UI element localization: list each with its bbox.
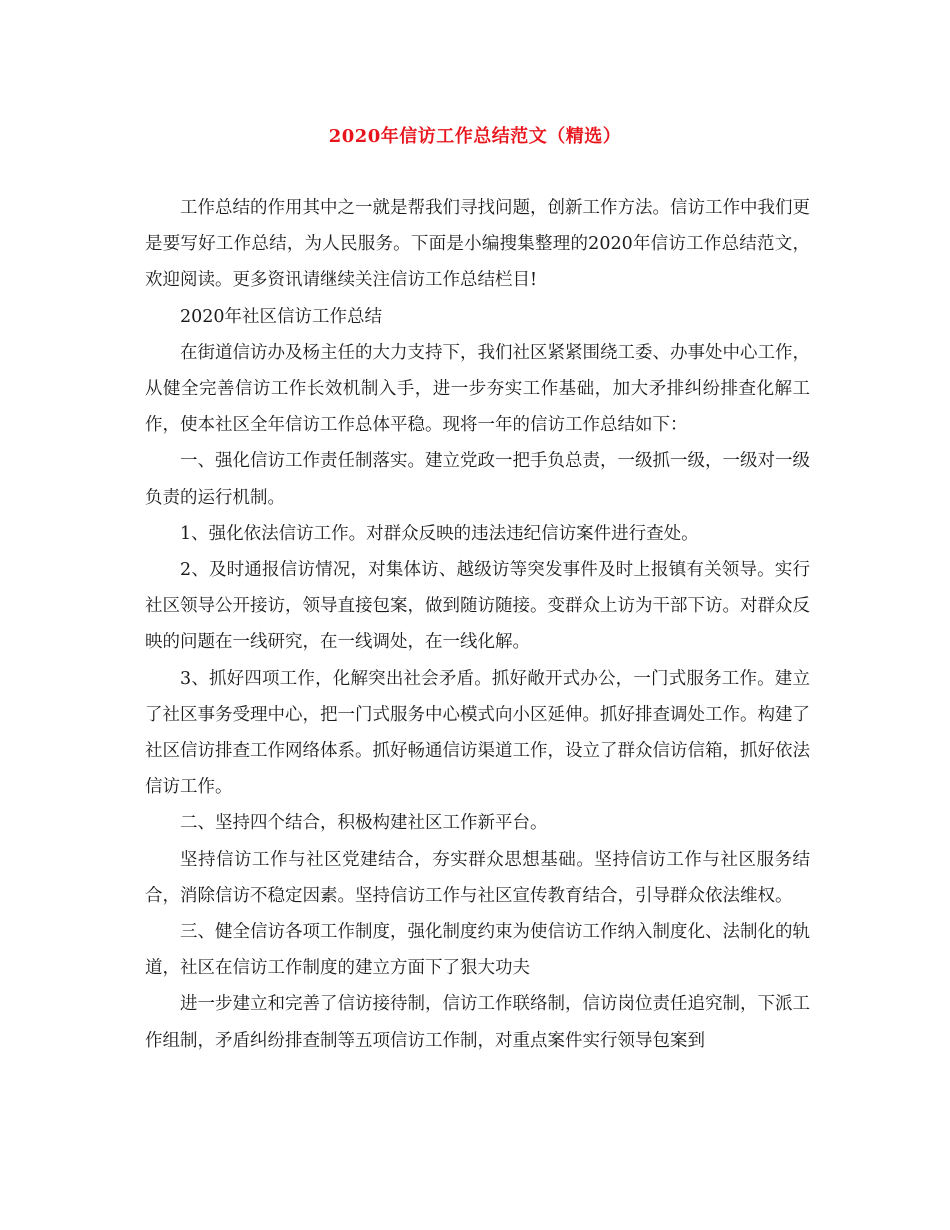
paragraph: 1、强化依法信访工作。对群众反映的违法违纪信访案件进行查处。	[180, 523, 699, 544]
paragraph: 3、抓好四项工作，化解突出社会矛盾。抓好敞开式办公，一门式服务工作。建立了社区事务受理中心，把一门式服务中心模式向小区延伸。抓好排查调处工作。构建了社区信访排查工作网络体系。抓好畅通信访渠道工作，设立了群众信访信箱，抓好依法信访工作。	[145, 668, 810, 798]
paragraph: 坚持信访工作与社区党建结合，夯实群众思想基础。坚持信访工作与社区服务结合，消除信访不稳定因素。坚持信访工作与社区宣传教育结合，引导群众依法维权。	[145, 849, 810, 906]
paragraph: 二、坚持四个结合，积极构建社区工作新平台。	[180, 813, 548, 834]
paragraph: 一、强化信访工作责任制落实。建立党政一把手负总责，一级抓一级，一级对一级负责的运行机制。	[145, 451, 810, 508]
paragraph: 进一步建立和完善了信访接待制，信访工作联络制，信访岗位责任追究制，下派工作组制，矛盾纠纷排查制等五项信访工作制，对重点案件实行领导包案到	[145, 994, 810, 1051]
paragraph: 三、健全信访各项工作制度，强化制度约束为使信访工作纳入制度化、法制化的轨道，社区在信访工作制度的建立方面下了狠大功夫	[145, 922, 810, 979]
paragraph: 工作总结的作用其中之一就是帮我们寻找问题，创新工作方法。信访工作中我们更是要写好工作总结，为人民服务。下面是小编搜集整理的2020年信访工作总结范文，欢迎阅读。更多资讯请继续关注信访工作总结栏目!	[145, 198, 810, 291]
document-title: 2020年信访工作总结范文（精选）	[328, 126, 622, 147]
document-body	[145, 190, 810, 1059]
paragraph: 在街道信访办及杨主任的大力支持下，我们社区紧紧围绕工委、办事处中心工作，从健全完善信访工作长效机制入手，进一步夯实工作基础，加大矛排纠纷排查化解工作，使本社区全年信访工作总体平稳。现将一年的信访工作总结如下：	[145, 342, 810, 436]
section-heading: 2020年社区信访工作总结	[180, 306, 383, 327]
paragraph: 2、及时通报信访情况，对集体访、越级访等突发事件及时上报镇有关领导。实行社区领导公开接访，领导直接包案，做到随访随接。变群众上访为干部下访。对群众反映的问题在一线研究，在一线调处，在一线化解。	[145, 560, 810, 653]
